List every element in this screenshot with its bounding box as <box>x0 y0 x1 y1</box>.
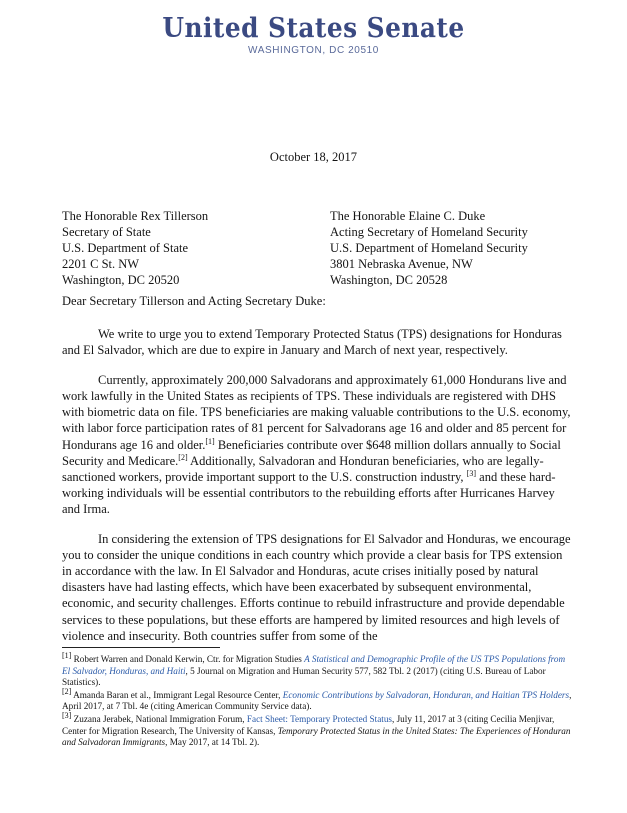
paragraph-2 <box>62 372 572 517</box>
footnote-text: Robert Warren and Donald Kerwin, Ctr. for Migration Studies <box>71 654 305 664</box>
footnote-text: , May 2017, at 14 Tbl. 2). <box>165 737 260 748</box>
footnote-marker: [1] <box>62 650 72 660</box>
recipient-line: Acting Secretary of Homeland Security <box>330 225 528 239</box>
footnote-1 <box>62 650 574 689</box>
recipient-line: Washington, DC 20520 <box>62 273 180 287</box>
footnote-text: Amanda Baran et al., Immigrant Legal Resource Center, <box>71 689 283 700</box>
paragraph-2-text-a: Currently, approximately 200,000 Salvadorans and approximately 61,000 Hondurans live and work lawfully in the United States as recipients of TPS. These individuals are registered with DHS with biometric data on file. TPS beneficiaries are making valuable contributions to the U.S. economy, with labor force participation rates of 81 percent for Salvadorans age 16 and older and 85 percent for Hondurans age 16 and older. <box>62 373 571 452</box>
recipient-line: 3801 Nebraska Avenue, NW <box>330 257 473 271</box>
paragraph-3: In considering the extension of TPS designations for El Salvador and Honduras, we encourage you to consider the unique conditions in each country which provide a clear basis for TPS extension in accordance with the law. In El Salvador and Honduras, acute crises initially posed by natural disasters have had lasting effects, which have been exacerbated by subsequent environmental, economic, and security challenges. Efforts continue to rebuild infrastructure and provide dependable services to these populations, but these efforts are hampered by limited resources and high levels of violence and insecurity. Both countries suffer from some of the <box>62 532 571 643</box>
footnote-text: , 5 Journal on Migration and Human Security 577, 582 Tbl. 2 (2017) (citing U.S. Bureau of Labor Statistics). <box>62 665 546 688</box>
footnote-link[interactable]: Economic Contributions by Salvadoran, Honduran, and Haitian TPS Holders <box>282 689 570 700</box>
footnote-marker: [2] <box>62 686 72 696</box>
footnote-ref-3[interactable]: [3] <box>466 468 477 478</box>
footnote-marker: [3] <box>62 710 72 720</box>
footnote-link[interactable]: Fact Sheet: Temporary Protected Status <box>246 713 393 724</box>
footnote-ref-1[interactable]: [1] <box>205 436 215 446</box>
footnotes <box>62 650 574 750</box>
recipient-line: U.S. Department of State <box>62 241 189 255</box>
letterhead <box>0 14 627 56</box>
recipient-line: Washington, DC 20528 <box>330 273 448 287</box>
paragraph-2-text-c: Additionally, Salvadoran and Honduran beneficiaries, who are legally-sanctioned workers, provide important support to the U.S. construction industry, <box>62 453 544 484</box>
letterhead-subtitle: WASHINGTON, DC 20510 <box>248 45 379 56</box>
recipient-line: The Honorable Rex Tillerson <box>62 209 209 223</box>
footnote-text: Zuzana Jerabek, National Immigration Forum, <box>71 713 247 724</box>
letterhead-title: United States Senate <box>162 13 465 44</box>
letter-body <box>62 326 572 658</box>
letter-date: October 18, 2017 <box>269 150 358 164</box>
recipient-line: 2201 C St. NW <box>62 257 140 271</box>
paragraph-2-text-b: Beneficiaries contribute over $648 million dollars annually to Social Security and Medicare. <box>62 437 561 468</box>
salutation: Dear Secretary Tillerson and Acting Secretary Duke: <box>62 294 326 308</box>
footnote-link[interactable]: A Statistical and Demographic Profile of the US TPS Populations from El Salvador, Honduras, and Haiti <box>62 654 566 676</box>
footnote-italic-title: Temporary Protected Status in the United States: The Experiences of Honduran and Salvadoran Immigrants <box>62 725 571 748</box>
footnote-2 <box>62 686 574 713</box>
paragraph-2-text-d: and these hard-working individuals will be essential contributors to the rebuilding efforts after Hurricanes Harvey and Irma. <box>62 469 556 516</box>
recipient-line: U.S. Department of Homeland Security <box>330 241 528 255</box>
recipient-block-right <box>330 208 528 288</box>
footnote-text: , April 2017, at 7 Tbl. 4e (citing American Community Service data). <box>62 689 572 712</box>
footnote-ref-2[interactable]: [2] <box>178 452 188 462</box>
paragraph-1: We write to urge you to extend Temporary Protected Status (TPS) designations for Honduras and El Salvador, which are due to expire in January and March of next year, respectively. <box>62 327 562 358</box>
recipient-block-left <box>62 208 208 288</box>
footnote-text: , July 11, 2017 at 3 (citing Cecilia Menjivar, Center for Migration Research, The University of Kansas, <box>62 713 555 736</box>
footnote-divider <box>62 647 220 648</box>
recipient-line: Secretary of State <box>62 225 151 239</box>
recipient-line: The Honorable Elaine C. Duke <box>330 209 486 223</box>
footnote-3 <box>62 710 574 749</box>
